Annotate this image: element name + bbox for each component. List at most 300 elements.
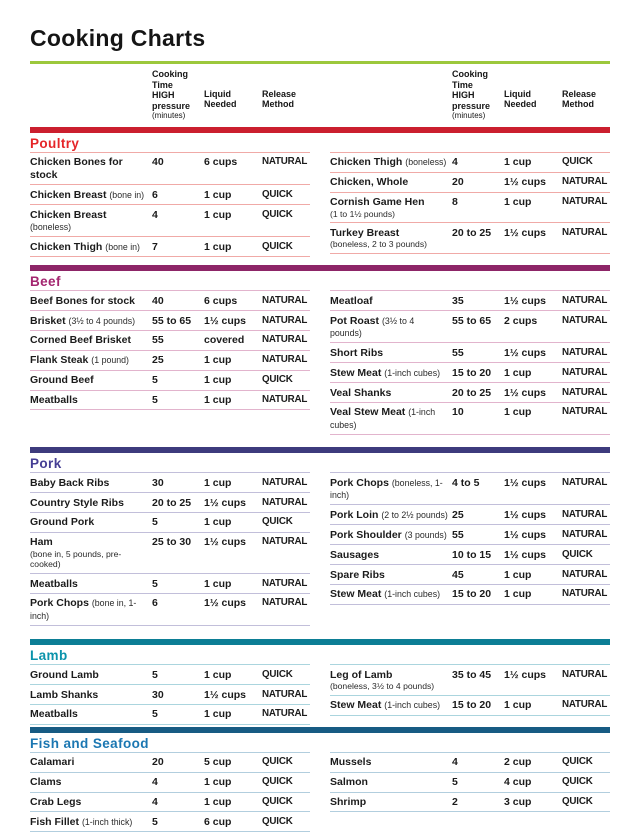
release-method-cell: NATURAL (562, 568, 608, 580)
cooking-time-cell: 4 (452, 156, 458, 169)
release-method-cell: NATURAL (562, 668, 608, 680)
table-row (330, 193, 610, 224)
table-row (30, 705, 310, 725)
item-name-cell (330, 387, 452, 399)
release-method-cell: NATURAL (262, 394, 308, 405)
liquid-needed-cell: 1½ cups (504, 176, 547, 189)
release-method-cell: NATURAL (262, 577, 308, 589)
section-title-lamb: Lamb (30, 648, 68, 664)
item-name: Meatballs (30, 394, 78, 406)
item-name: Calamari (30, 756, 75, 769)
cooking-time-cell: 55 (452, 528, 464, 541)
item-name: Meatloaf (330, 294, 373, 307)
table-row (30, 351, 310, 371)
release-method-cell: NATURAL (562, 226, 608, 238)
item-name-cell (30, 477, 152, 489)
section-body-pork (30, 453, 610, 626)
item-name: Meatballs (30, 577, 78, 590)
item-name: Corned Beef Brisket (30, 334, 131, 347)
liquid-needed-cell: 1½ cups (504, 294, 547, 307)
item-name: Chicken Breast (30, 208, 107, 221)
item-name-cell (30, 374, 152, 386)
release-method-cell: QUICK (562, 776, 593, 788)
table-row (330, 173, 610, 193)
release-method-cell: NATURAL (262, 294, 308, 306)
section-body-fish-and-seafood (30, 733, 610, 832)
item-note: (1-inch cubes) (330, 407, 436, 430)
header-liquid-needed (204, 89, 262, 121)
section-left-column (30, 645, 310, 725)
header-liquid-needed (504, 89, 562, 121)
table-row (330, 383, 610, 403)
item-name-cell (30, 394, 152, 406)
cooking-time-cell: 20 to 25 (152, 496, 192, 509)
release-method-cell: NATURAL (262, 354, 308, 366)
item-note: (bone in, 1-inch) (30, 598, 137, 621)
cooking-time-cell: 6 (152, 597, 158, 610)
cooking-time-cell: 35 to 45 (452, 668, 492, 681)
table-row (30, 311, 310, 331)
header-minutes-note: (minutes) (152, 111, 186, 121)
item-name: Stew Meat (330, 366, 382, 379)
cooking-time-cell: 20 to 25 (452, 386, 492, 399)
item-name-cell (30, 578, 152, 590)
item-name: Pork Shoulder (330, 528, 402, 541)
liquid-needed-cell: 1 cup (204, 516, 232, 529)
item-name-cell (330, 588, 452, 600)
liquid-needed-cell: 1 cup (204, 577, 232, 590)
table-row (30, 533, 310, 574)
item-note: (1-inch thick) (81, 816, 133, 827)
liquid-needed-cell: 6 cups (204, 156, 238, 169)
liquid-needed-cell: 1½ cups (204, 496, 247, 509)
header-release-method (562, 89, 610, 121)
cooking-time-cell: 20 to 25 (452, 226, 492, 239)
sections-container (30, 127, 610, 832)
cooking-time-cell: 15 to 20 (452, 366, 492, 379)
release-method-cell: NATURAL (562, 176, 608, 188)
item-name: Leg of Lamb (330, 668, 393, 681)
item-name: Crab Legs (30, 796, 82, 809)
item-name: Chicken Thigh (330, 156, 403, 169)
release-method-cell: NATURAL (562, 476, 608, 488)
table-row (30, 513, 310, 533)
table-row (30, 574, 310, 594)
table-lamb-left (30, 664, 310, 725)
release-method-cell: NATURAL (262, 334, 308, 346)
header-grid-right (330, 69, 610, 121)
cooking-time-cell: 45 (452, 568, 464, 581)
item-name-cell (330, 295, 452, 307)
item-name: Country Style Ribs (30, 496, 124, 509)
release-method-cell: QUICK (562, 156, 593, 168)
liquid-needed-cell: 1 cup (504, 196, 532, 209)
item-name-cell (330, 529, 452, 541)
item-name-cell (330, 477, 452, 502)
table-lamb-right (330, 664, 610, 715)
release-method-cell: NATURAL (562, 196, 608, 208)
item-name: Mussels (330, 756, 372, 769)
table-row (330, 664, 610, 696)
header-line: Time (452, 79, 473, 90)
header-line: pressure (152, 100, 191, 111)
cooking-time-cell: 5 (152, 668, 158, 681)
release-method-cell: QUICK (262, 815, 293, 827)
item-name: Brisket (30, 314, 66, 327)
cooking-time-cell: 15 to 20 (452, 588, 492, 601)
table-row (330, 752, 610, 773)
item-name-cell (30, 497, 152, 509)
table-pork-right (330, 472, 610, 605)
liquid-needed-cell: 1½ cups (504, 226, 547, 239)
item-name-cell (330, 796, 452, 808)
section-title-pork: Pork (30, 456, 62, 472)
liquid-needed-cell: 1½ cups (504, 668, 547, 681)
cooking-time-cell: 10 (452, 406, 464, 419)
release-method-cell: NATURAL (562, 314, 608, 326)
liquid-needed-cell: 2 cups (504, 314, 538, 327)
header-line: Needed (204, 99, 237, 110)
liquid-needed-cell: 1½ cups (204, 314, 247, 327)
cooking-time-cell: 2 (452, 796, 458, 809)
header-line: Method (562, 99, 594, 110)
liquid-needed-cell: 1 cup (504, 588, 532, 601)
header-cooking-time (152, 69, 204, 121)
section-left-column (30, 133, 310, 257)
section-right-column (330, 133, 610, 254)
cooking-time-cell: 4 (152, 208, 158, 221)
item-name: Veal Stew Meat (330, 406, 406, 419)
table-row (30, 472, 310, 493)
release-method-cell: QUICK (262, 188, 293, 200)
item-note: (boneless) (405, 157, 447, 168)
table-row (330, 696, 610, 716)
release-method-cell: NATURAL (562, 699, 608, 711)
item-name-cell (30, 756, 152, 768)
table-row (30, 205, 310, 237)
item-name: Ground Lamb (30, 668, 99, 681)
cooking-time-cell: 25 to 30 (152, 536, 192, 549)
item-note: (boneless, 2 to 3 pounds) (330, 239, 427, 250)
item-name: Turkey Breast (330, 226, 400, 239)
release-method-cell: NATURAL (562, 366, 608, 378)
liquid-needed-cell: 3 cup (504, 796, 532, 809)
liquid-needed-cell: 1 cup (504, 568, 532, 581)
header-minutes-note: (minutes) (452, 111, 486, 121)
header-line: HIGH (452, 90, 475, 101)
item-name-cell (30, 241, 152, 253)
item-note: (boneless) (30, 221, 72, 232)
cooking-time-cell: 55 to 65 (152, 314, 192, 327)
item-note: (bone in, 5 pounds, pre-cooked) (30, 548, 122, 570)
cooking-time-cell: 5 (152, 815, 158, 828)
release-method-cell: NATURAL (562, 386, 608, 398)
column-headers (30, 69, 610, 121)
cooking-time-cell: 40 (152, 156, 164, 169)
item-name-cell (330, 669, 452, 692)
item-name: Pot Roast (330, 314, 380, 327)
section-beef (30, 265, 610, 435)
item-name-cell (330, 156, 452, 168)
item-name: Chicken Breast (30, 188, 107, 201)
release-method-cell: QUICK (262, 668, 293, 680)
item-note: (1 pound) (91, 355, 129, 366)
item-note: (3½ to 4 pounds) (330, 315, 415, 338)
item-note: (bone in) (105, 241, 140, 252)
item-note: (1-inch cubes) (384, 700, 441, 711)
table-row (330, 585, 610, 605)
section-right-column (330, 453, 610, 605)
liquid-needed-cell: 6 cup (204, 815, 232, 828)
section-fish-and-seafood (30, 727, 610, 832)
item-note: (1-inch cubes) (384, 367, 441, 378)
cooking-time-cell: 5 (152, 394, 158, 406)
cooking-time-cell: 25 (452, 508, 464, 521)
table-beef-left (30, 290, 310, 410)
item-name-cell (330, 367, 452, 379)
item-name: Cornish Game Hen (330, 196, 425, 209)
item-name-cell (30, 516, 152, 528)
release-method-cell: NATURAL (262, 536, 308, 548)
table-row (330, 223, 610, 254)
cooking-time-cell: 15 to 20 (452, 699, 492, 712)
item-name: Meatballs (30, 708, 78, 721)
liquid-needed-cell: 1½ cups (504, 528, 547, 541)
cooking-time-cell: 30 (152, 476, 164, 489)
item-name: Sausages (330, 548, 380, 561)
section-poultry (30, 127, 610, 257)
liquid-needed-cell: 1 cup (204, 354, 232, 367)
header-line: Needed (504, 99, 537, 110)
release-method-cell: QUICK (262, 796, 293, 808)
liquid-needed-cell: 6 cups (204, 294, 238, 307)
liquid-needed-cell: 1½ cups (204, 536, 247, 549)
table-row (30, 237, 310, 257)
table-row (330, 545, 610, 565)
section-lamb (30, 639, 610, 725)
release-method-cell: NATURAL (562, 346, 608, 358)
release-method-cell: NATURAL (262, 156, 308, 168)
liquid-needed-cell: 1½ cups (504, 508, 547, 521)
liquid-needed-cell: covered (204, 334, 245, 347)
cooking-time-cell: 55 (452, 346, 464, 359)
release-method-cell: QUICK (262, 756, 293, 768)
cooking-time-cell: 10 to 15 (452, 548, 492, 561)
table-row (30, 812, 310, 832)
release-method-cell: NATURAL (262, 476, 308, 488)
table-row (330, 505, 610, 525)
table-row (330, 525, 610, 545)
liquid-needed-cell: 1 cup (204, 476, 232, 489)
section-title-poultry: Poultry (30, 135, 80, 151)
item-name-cell (30, 536, 152, 570)
item-name: Flank Steak (30, 354, 89, 367)
section-left-column (30, 453, 310, 626)
item-name-cell (330, 756, 452, 768)
section-left-column (30, 733, 310, 832)
table-pork-left (30, 472, 310, 626)
release-method-cell: QUICK (262, 240, 293, 252)
item-name: Short Ribs (330, 346, 384, 359)
header-line: pressure (452, 100, 491, 111)
liquid-needed-cell: 1½ cups (504, 476, 547, 489)
release-method-cell: NATURAL (262, 597, 308, 609)
liquid-needed-cell: 1 cup (204, 188, 232, 201)
item-name: Clams (30, 776, 62, 789)
section-left-column (30, 271, 310, 410)
item-note: (bone in) (109, 189, 145, 200)
table-row (30, 331, 310, 351)
item-note: (1 to 1½ pounds) (330, 208, 395, 219)
item-name-cell (330, 549, 452, 561)
header-line: Cooking (452, 69, 488, 79)
table-row (330, 363, 610, 383)
page-title: Cooking Charts (30, 25, 206, 51)
header-line: Time (152, 79, 173, 90)
item-name-cell (30, 189, 152, 201)
liquid-needed-cell: 1½ cups (204, 688, 247, 701)
header-line: Liquid (204, 88, 231, 99)
item-name-cell (30, 816, 152, 828)
release-method-cell: NATURAL (562, 294, 608, 306)
item-name: Ground Pork (30, 516, 95, 529)
liquid-needed-cell: 1 cup (204, 668, 232, 681)
release-method-cell: NATURAL (262, 708, 308, 720)
item-name-cell (330, 227, 452, 250)
cooking-time-cell: 35 (452, 294, 464, 307)
table-row (330, 343, 610, 363)
cooking-time-cell: 4 (152, 796, 158, 809)
item-name-cell (330, 347, 452, 359)
item-name-cell (30, 669, 152, 681)
section-title-fish-and-seafood: Fish and Seafood (30, 735, 149, 751)
item-note: (3½ to 4 pounds) (68, 315, 136, 326)
section-title-beef: Beef (30, 274, 61, 290)
cooking-time-cell: 5 (152, 516, 158, 529)
cooking-time-cell: 5 (152, 374, 158, 387)
cooking-time-cell: 5 (452, 776, 458, 789)
section-body-poultry (30, 133, 610, 257)
section-right-column (330, 271, 610, 435)
liquid-needed-cell: 1½ cups (504, 346, 547, 359)
cooking-time-cell: 4 to 5 (452, 476, 480, 489)
item-name: Baby Back Ribs (30, 476, 110, 489)
cooking-time-cell: 5 (152, 708, 158, 721)
release-method-cell: NATURAL (562, 528, 608, 540)
item-name-cell (330, 406, 452, 431)
release-method-cell: QUICK (562, 796, 593, 808)
item-name-cell (330, 509, 452, 521)
item-name: Lamb Shanks (30, 688, 99, 701)
cooking-time-cell: 6 (152, 188, 158, 201)
item-name-cell (30, 209, 152, 234)
release-method-cell: QUICK (562, 756, 593, 768)
release-method-cell: QUICK (262, 374, 293, 386)
liquid-needed-cell: 2 cup (504, 756, 532, 769)
item-name-cell (330, 196, 452, 219)
table-row (330, 152, 610, 173)
section-right-column (330, 645, 610, 715)
section-right-column (330, 733, 610, 813)
liquid-needed-cell: 1 cup (204, 240, 232, 253)
table-row (30, 793, 310, 813)
cooking-time-cell: 8 (452, 196, 458, 209)
cooking-time-cell: 20 (452, 176, 464, 189)
header-cooking-time (452, 69, 504, 121)
table-row (30, 752, 310, 773)
liquid-needed-cell: 1 cup (204, 708, 232, 721)
release-method-cell: QUICK (562, 548, 593, 560)
item-note: (1-inch cubes) (384, 589, 441, 600)
header-line: Liquid (504, 88, 531, 99)
section-pork (30, 447, 610, 626)
liquid-needed-cell: 1 cup (204, 374, 232, 387)
table-row (330, 773, 610, 793)
item-name-cell (330, 176, 452, 188)
item-name-cell (330, 776, 452, 788)
item-name: Ground Beef (30, 374, 94, 387)
table-poultry-left (30, 152, 310, 257)
liquid-needed-cell: 1 cup (504, 156, 532, 169)
release-method-cell: NATURAL (262, 496, 308, 508)
liquid-needed-cell: 1½ cups (204, 597, 247, 610)
item-name-cell (30, 156, 152, 181)
item-name: Salmon (330, 776, 368, 789)
liquid-needed-cell: 1 cup (204, 776, 232, 789)
item-name: Chicken Bones for stock (30, 156, 123, 181)
item-note: (boneless, 1-inch) (330, 477, 443, 500)
header-grid-left (30, 69, 310, 121)
liquid-needed-cell: 4 cup (504, 776, 532, 789)
header-line: Cooking (152, 69, 188, 79)
table-row (30, 664, 310, 685)
cooking-time-cell: 7 (152, 240, 158, 253)
item-name-cell (30, 708, 152, 720)
table-beef-right (330, 290, 610, 435)
release-method-cell: NATURAL (262, 688, 308, 700)
cooking-time-cell: 55 to 65 (452, 314, 492, 327)
cooking-time-cell: 25 (152, 354, 164, 367)
table-row (330, 472, 610, 505)
item-note: (boneless, 3½ to 4 pounds) (330, 681, 435, 692)
liquid-needed-cell: 1 cup (204, 796, 232, 809)
table-poultry-right (330, 152, 610, 254)
item-name: Chicken Thigh (30, 240, 103, 253)
liquid-needed-cell: 1 cup (204, 394, 232, 406)
item-name-cell (330, 569, 452, 581)
header-line: HIGH (152, 90, 175, 101)
release-method-cell: QUICK (262, 776, 293, 788)
table-row (30, 685, 310, 705)
item-name: Pork Chops (330, 476, 389, 489)
liquid-needed-cell: 1 cup (504, 699, 532, 712)
item-name: Stew Meat (330, 699, 382, 712)
header-line: Release (262, 88, 297, 99)
item-name-cell (30, 776, 152, 788)
title-rule (30, 61, 610, 64)
release-method-cell: QUICK (262, 208, 293, 220)
table-row (30, 773, 310, 793)
table-row (30, 152, 310, 185)
release-method-cell: NATURAL (562, 588, 608, 600)
liquid-needed-cell: 1½ cups (504, 548, 547, 561)
cooking-time-cell: 30 (152, 688, 164, 701)
liquid-needed-cell: 1½ cups (504, 386, 547, 399)
header-release-method (262, 89, 310, 121)
section-body-beef (30, 271, 610, 435)
release-method-cell: QUICK (262, 516, 293, 528)
section-body-lamb (30, 645, 610, 725)
